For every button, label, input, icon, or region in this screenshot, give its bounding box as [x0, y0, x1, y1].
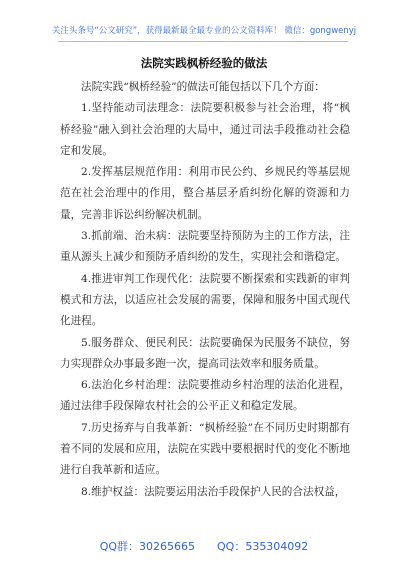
- document-body: [60, 77, 350, 503]
- paragraph-item-2: 2.发挥基层规范作用：利用市民公约、乡规民约等基层规范在社会治理中的作用，整合基层矛盾纠纷化解的资源和力量，完善非诉讼纠纷解决机制。: [60, 166, 350, 221]
- header-divider: [58, 41, 348, 42]
- paragraph-item-7: 7.历史扬弃与自我革新：“枫桥经验”在不同历史时期都有着不同的发展和应用，法院在实践中要根据时代的变化不断地进行自我革新和适应。: [60, 421, 350, 477]
- paragraph-item-4: 4.推进审判工作现代化：法院要不断探索和实践新的审判模式和方法，以适应社会发展的需要，保障和服务中国式现代化进程。: [60, 272, 350, 328]
- footer-contact: [0, 538, 408, 554]
- paragraph-item-8: 8.维护权益：法院要运用法治手段保护人民的合法权益，: [81, 485, 346, 498]
- paragraph-item-6: 6.法治化乡村治理：法院要推动乡村治理的法治化进程，通过法律手段保障农村社会的公平正义和稳定发展。: [60, 379, 350, 413]
- document-title: 法院实践枫桥经验的做法: [140, 56, 268, 70]
- header-promo-note: 关注头条号“公文研究”，获得最新最全最专业的公文资料库！ 微信：gongwenyj: [51, 26, 357, 36]
- footer-qq-group: QQ群：30265665: [99, 540, 195, 553]
- paragraph-intro: 法院实践“枫桥经验”的做法可能包括以下几个方面：: [81, 81, 325, 93]
- footer-qq-number: QQ：535304092: [217, 540, 309, 553]
- paragraph-item-5: 5.服务群众、便民利民：法院要确保为民服务不缺位，努力实现群众办事最多跑一次，提高司法效率和服务质量。: [60, 336, 350, 370]
- paragraph-item-1: 1.坚持能动司法理念：法院要积极参与社会治理，将“枫桥经验”融入到社会治理的大局中，通过司法手段推动社会稳定和发展。: [60, 102, 350, 157]
- paragraph-item-3: 3.抓前端、治未病：法院要坚持预防为主的工作方法，注重从源头上减少和预防矛盾纠纷的发生，实现社会和谐稳定。: [60, 230, 350, 264]
